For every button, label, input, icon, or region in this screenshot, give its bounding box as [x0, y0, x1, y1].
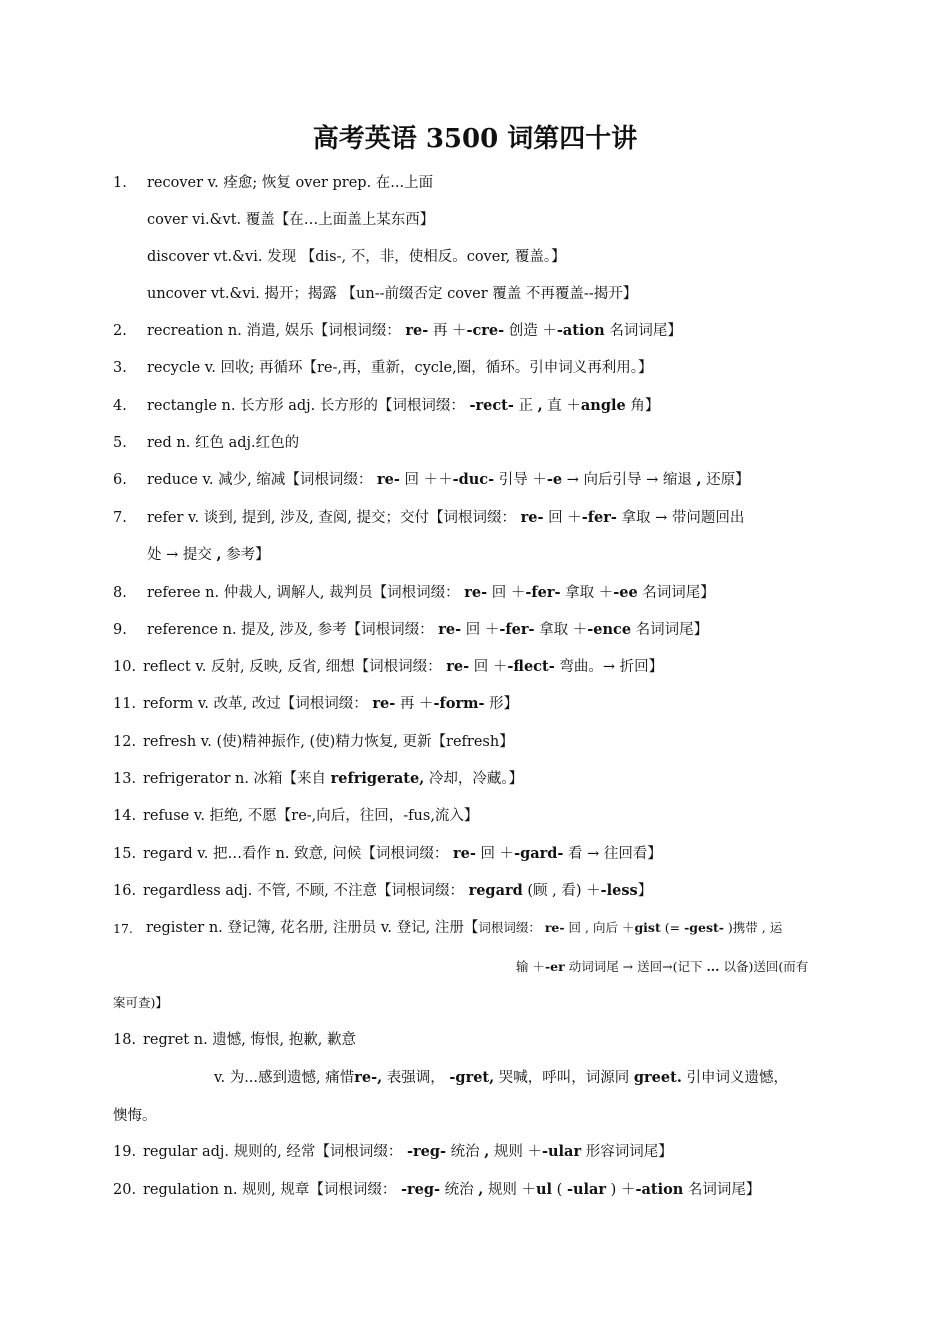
entry-12-text: refresh v. (使)精神振作, (使)精力恢复, 更新【refresh】	[143, 734, 514, 750]
entry-6-text: reduce v. 减少, 缩减【词根词缀： re- 回 ＋＋-duc- 引导 ＋-e → 向后引导 → 缩退 , 还原】	[147, 471, 750, 488]
entry-1-line-4: uncover vt.&vi. 揭开；揭露 【un--前缀否定 cover 覆盖 不再覆盖--揭开】	[147, 286, 638, 302]
entry-18-line-2: v. 为...感到遗憾, 痛惜re-, 表强调， -gret, 哭喊，呼叫，词源同 greet. 引申词义遗憾，	[214, 1069, 788, 1086]
entry-8-text: referee n. 仲裁人, 调解人, 裁判员【词根词缀： re- 回 ＋-fer- 拿取 ＋-ee 名词词尾】	[147, 584, 715, 601]
entry-19-number: 19.	[113, 1144, 137, 1160]
entry-20-text: regulation n. 规则, 规章【词根词缀： -reg- 统治 , 规则 ＋ul ( -ular ) ＋-ation 名词词尾】	[143, 1181, 761, 1198]
entry-17-line-1: register n. 登记簿, 花名册, 注册员 v. 登记, 注册【词根词缀： re- 回 , 向后 ＋gist (= -gest- )携带 , 运	[146, 920, 783, 936]
entry-15-number: 15.	[113, 846, 137, 862]
entry-2-text: recreation n. 消遣, 娱乐【词根词缀： re- 再 ＋-cre- 创造 ＋-ation 名词词尾】	[147, 322, 682, 339]
entry-3-text: recycle v. 回收; 再循环【re-,再，重新，cycle,圈，循环。引申词义再利用。】	[147, 360, 653, 376]
entry-8-number: 8.	[113, 585, 127, 601]
entry-10-text: reflect v. 反射, 反映, 反省, 细想【词根词缀： re- 回 ＋-flect- 弯曲。→ 折回】	[143, 658, 664, 675]
entry-18-line-1: regret n. 遗憾, 悔恨, 抱歉, 歉意	[143, 1032, 356, 1048]
entry-17-number: 17.	[113, 921, 133, 936]
entry-11-number: 11.	[113, 696, 137, 712]
entry-12-number: 12.	[113, 734, 137, 750]
entry-7-number: 7.	[113, 510, 127, 526]
entry-13-number: 13.	[113, 771, 137, 787]
entry-1-number: 1.	[113, 175, 127, 191]
entry-4-text: rectangle n. 长方形 adj. 长方形的【词根词缀： -rect- 正 , 直 ＋angle 角】	[147, 397, 660, 414]
entry-16-text: regardless adj. 不管, 不顾, 不注意【词根词缀： regard (顾 , 看) ＋-less】	[143, 882, 653, 899]
entry-9-text: reference n. 提及, 涉及, 参考【词根词缀： re- 回 ＋-fer- 拿取 ＋-ence 名词词尾】	[147, 621, 709, 638]
entry-7-line-2: 处 → 提交 , 参考】	[147, 546, 270, 563]
entry-11-text: reform v. 改革, 改过【词根词缀： re- 再 ＋-form- 形】	[143, 695, 519, 712]
entry-13-text: refrigerator n. 冰箱【来自 refrigerate, 冷却，冷藏。】	[143, 770, 524, 787]
entry-17-line-2: 输 ＋-er 动词词尾 → 送回→(记下 ... 以备)送回(而有	[516, 959, 809, 974]
entry-14-text: refuse v. 拒绝, 不愿【re-,向后，往回，-fus,流入】	[143, 808, 479, 824]
entry-6-number: 6.	[113, 472, 127, 488]
entry-10-number: 10.	[113, 659, 137, 675]
entry-7-line-1: refer v. 谈到, 提到, 涉及, 查阅, 提交；交付【词根词缀： re- 回 ＋-fer- 拿取 → 带问题回出	[147, 509, 745, 526]
entry-14-number: 14.	[113, 808, 137, 824]
entry-2-number: 2.	[113, 323, 127, 339]
entry-5-number: 5.	[113, 435, 127, 451]
entry-4-number: 4.	[113, 398, 127, 414]
page-title: 高考英语 3500 词第四十讲	[312, 124, 638, 154]
entry-3-number: 3.	[113, 360, 127, 376]
entry-17-line-3: 案可查)】	[113, 995, 168, 1010]
entry-20-number: 20.	[113, 1182, 137, 1198]
entry-15-text: regard v. 把…看作 n. 致意, 问候【词根词缀： re- 回 ＋-gard- 看 → 往回看】	[143, 845, 662, 862]
entry-1-line-1: recover v. 痊愈; 恢复 over prep. 在...上面	[147, 175, 434, 191]
entry-1-line-3: discover vt.&vi. 发现 【dis-, 不，非，使相反。cover, 覆盖。】	[147, 249, 566, 265]
entry-18-line-3: 懊悔。	[113, 1108, 157, 1124]
entry-5-text: red n. 红色 adj.红色的	[147, 435, 300, 451]
entry-16-number: 16.	[113, 883, 137, 899]
entry-19-text: regular adj. 规则的, 经常【词根词缀： -reg- 统治 , 规则 ＋-ular 形容词词尾】	[143, 1143, 673, 1160]
entry-9-number: 9.	[113, 622, 127, 638]
entry-18-number: 18.	[113, 1032, 137, 1048]
entry-1-line-2: cover vi.&vt. 覆盖【在…上面盖上某东西】	[147, 212, 435, 228]
